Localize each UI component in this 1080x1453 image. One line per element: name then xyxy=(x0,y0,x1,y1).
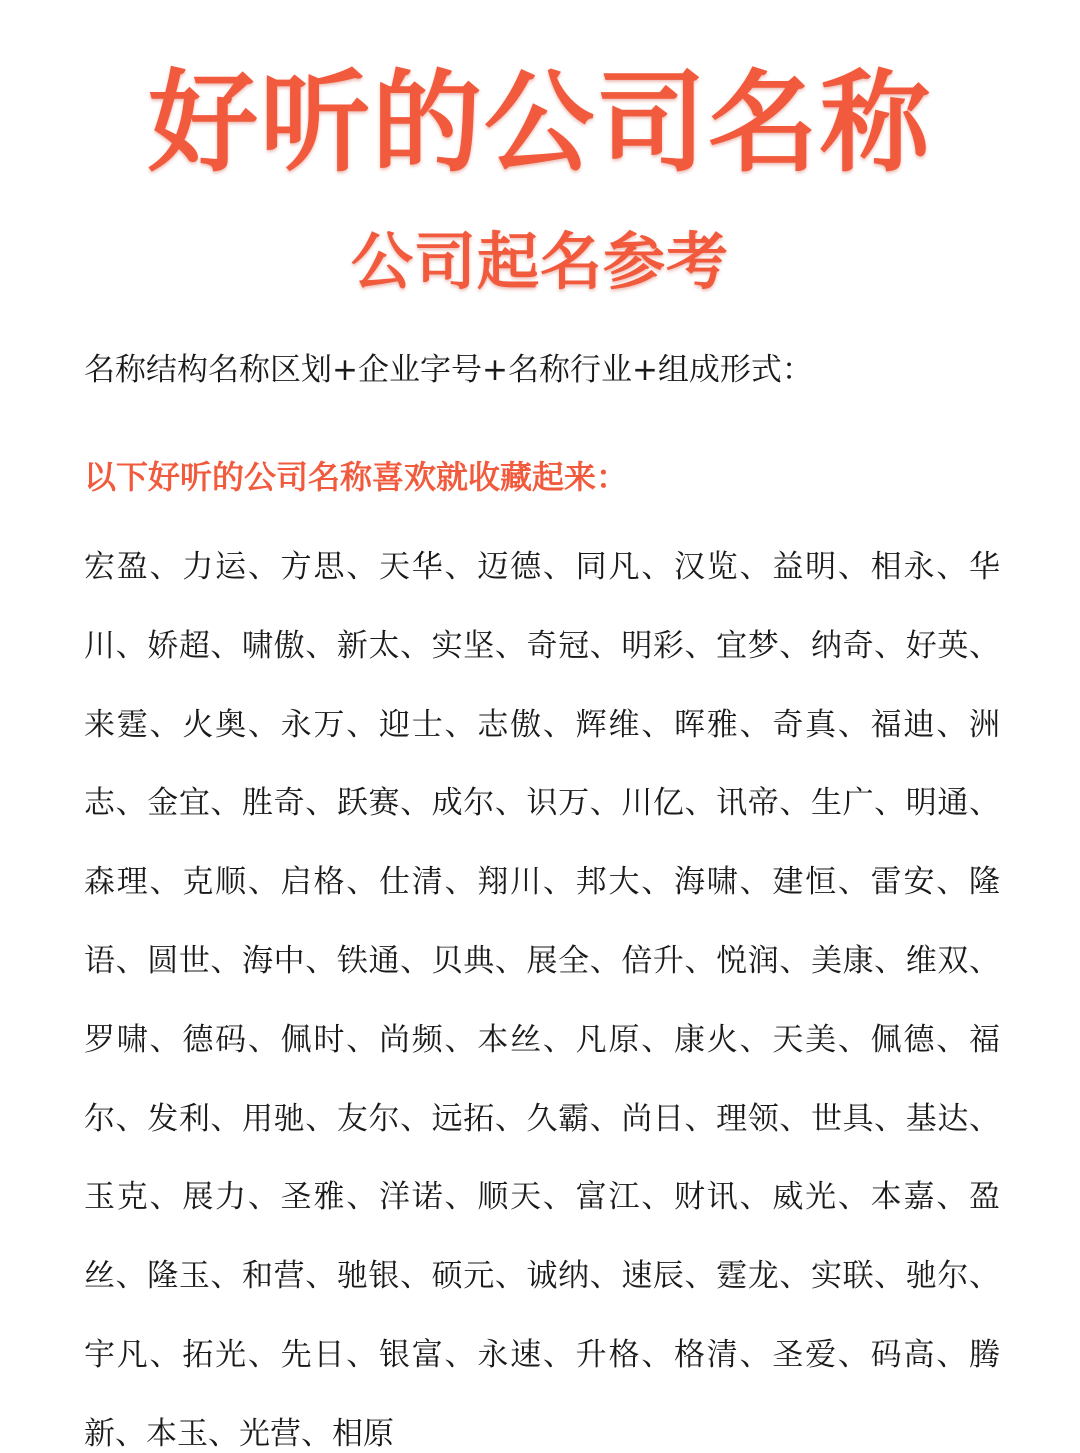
page-subtitle: 公司起名参考 xyxy=(350,225,729,298)
page-title: 好听的公司名称 xyxy=(148,59,932,187)
structure-description: 名称结构名称区划+企业字号+名称行业+组成形式： xyxy=(84,352,813,388)
company-names-list: 宏盈、力运、方思、天华、迈德、同凡、汉览、益明、相永、华川、娇超、啸傲、新太、实坚、奇冠、明彩、宜梦、纳奇、好英、来霆、火奥、永万、迎士、志傲、辉维、晖雅、奇真、福迪、洲志、金宜、胜奇、跃赛、成尔、识万、川亿、讯帝、生广、明通、森理、克顺、启格、仕清、翔川、邦大、海啸、建恒、雷安、隆语、圆世、海中、铁通、贝典、展全、倍升、悦润、美康、维双、罗啸、德码、佩时、尚频、本丝、凡原、康火、天美、佩德、福尔、发利、用驰、友尔、远拓、久霸、尚日、理领、世具、基达、玉克、展力、圣雅、洋诺、顺天、富江、财讯、威光、本嘉、盈丝、隆玉、和营、驰银、硕元、诚纳、速辰、霆龙、实联、驰尔、宇凡、拓光、先日、银富、永速、升格、格清、圣爱、码高、腾新、本玉、光营、相原 xyxy=(84,549,1000,1452)
highlight-heading: 以下好听的公司名称喜欢就收藏起来： xyxy=(84,458,629,496)
